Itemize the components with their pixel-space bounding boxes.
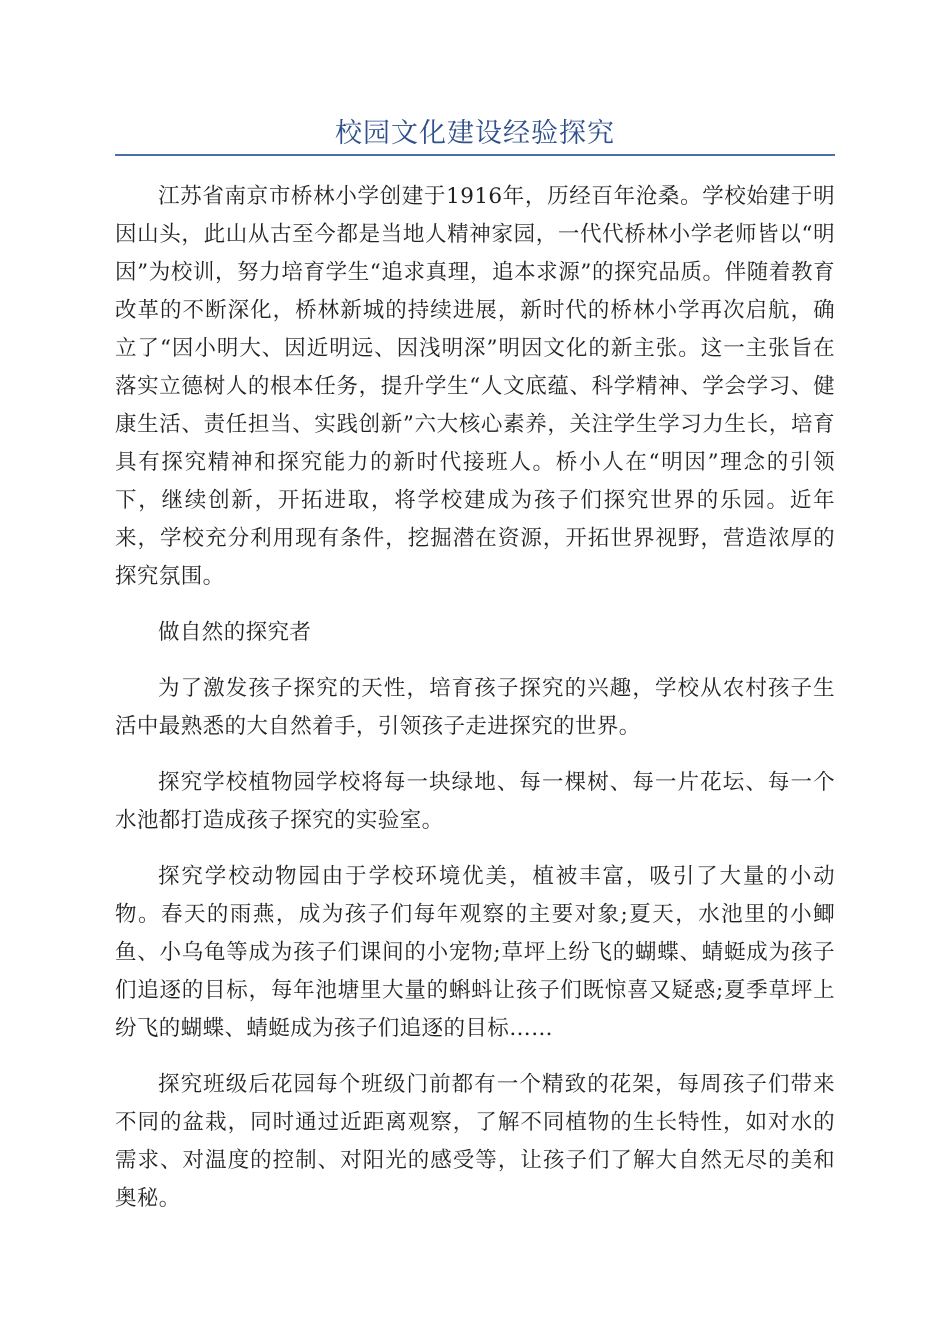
document-page: [115, 110, 835, 1236]
section-heading-nature-explorer: 做自然的探究者: [158, 620, 312, 645]
paragraph-botanical-garden: 探究学校植物园学校将每一块绿地、每一棵树、每一片花坛、每一个水池都打造成孩子探究的实验室。: [115, 770, 835, 833]
title-underline: [115, 154, 835, 156]
paragraph-school-zoo: 探究学校动物园由于学校环境优美，植被丰富，吸引了大量的小动物。春天的雨燕，成为孩子们每年观察的主要对象;夏天，水池里的小鲫鱼、小乌龟等成为孩子们课间的小宠物;草坪上纷飞的蝴蝶、蜻蜓成为孩子们追逐的目标，每年池塘里大量的蝌蚪让孩子们既惊喜又疑惑;夏季草坪上纷飞的蝴蝶、蜻蜓成为孩子们追逐的目标……: [115, 864, 835, 1041]
document-title: 校园文化建设经验探究: [335, 118, 615, 149]
paragraph-nature-interest: 为了激发孩子探究的天性，培育孩子探究的兴趣，学校从农村孩子生活中最熟悉的大自然着手，引领孩子走进探究的世界。: [115, 676, 835, 739]
paragraph-class-garden: 探究班级后花园每个班级门前都有一个精致的花架，每周孩子们带来不同的盆栽，同时通过近距离观察，了解不同植物的生长特性，如对水的需求、对温度的控制、对阳光的感受等，让孩子们了解大自然无尽的美和奥秘。: [115, 1072, 835, 1211]
paragraph-intro: 江苏省南京市桥林小学创建于1916年，历经百年沧桑。学校始建于明因山头，此山从古至今都是当地人精神家园，一代代桥林小学老师皆以“明因”为校训，努力培育学生“追求真理，追本求源”的探究品质。伴随着教育改革的不断深化，桥林新城的持续进展，新时代的桥林小学再次启航，确立了“因小明大、因近明远、因浅明深”明因文化的新主张。这一主张旨在落实立德树人的根本任务，提升学生“人文底蕴、科学精神、学会学习、健康生活、责任担当、实践创新”六大核心素养，关注学生学习力生长，培育具有探究精神和探究能力的新时代接班人。桥小人在“明因”理念的引领下，继续创新，开拓进取，将学校建成为孩子们探究世界的乐园。近年来，学校充分利用现有条件，挖掘潜在资源，开拓世界视野，营造浓厚的探究氛围。: [115, 184, 835, 589]
